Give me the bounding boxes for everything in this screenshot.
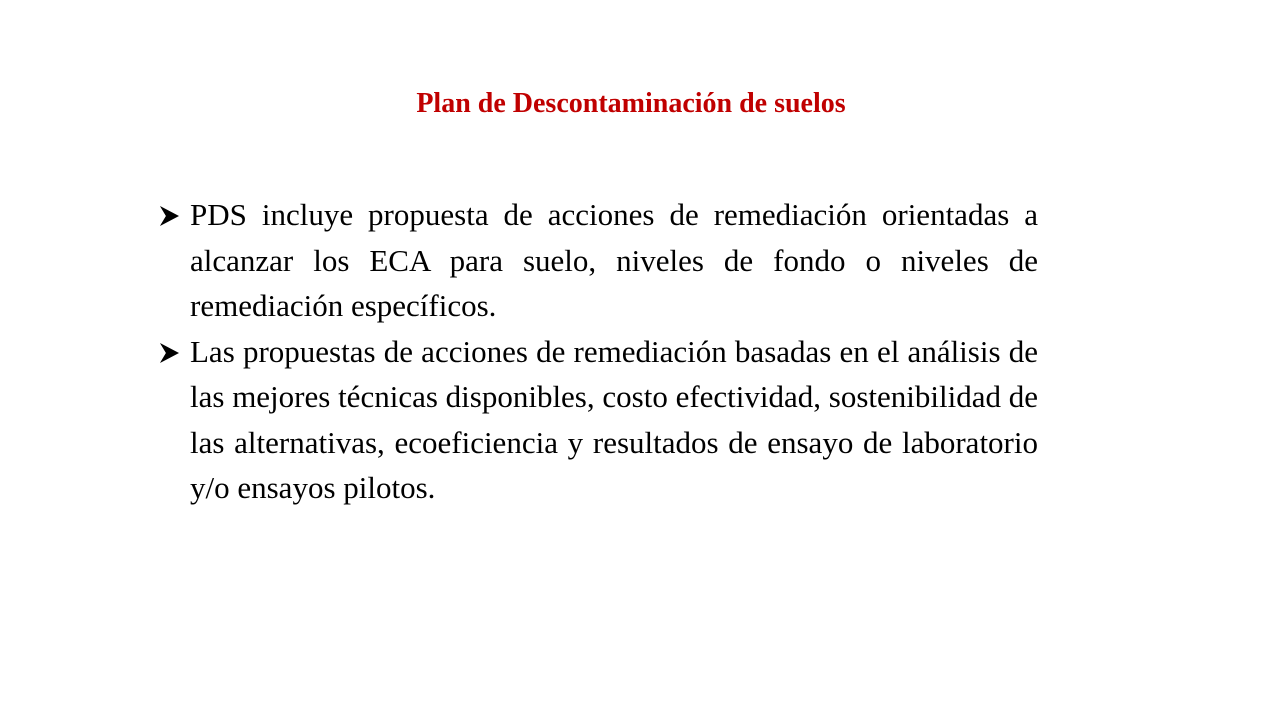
bullet-text: Las propuestas de acciones de remediación basadas en el análisis de las mejores técnicas disponibles, costo efectividad, sostenibilidad de las alternativas, ecoeficiencia y resultados de ensayo de laboratorio y/o ensayos pilotos. [190, 333, 1038, 505]
bullet-item [158, 329, 1038, 511]
arrowhead-bullet-icon [158, 342, 180, 364]
slide-title: Plan de Descontaminación de suelos [416, 88, 846, 119]
bullet-list [158, 192, 1038, 511]
bullet-text: PDS incluye propuesta de acciones de remediación orientadas a alcanzar los ECA para suelo, niveles de fondo o niveles de remediación específicos. [190, 197, 1038, 323]
arrowhead-bullet-icon [158, 205, 180, 227]
bullet-item [158, 192, 1038, 329]
